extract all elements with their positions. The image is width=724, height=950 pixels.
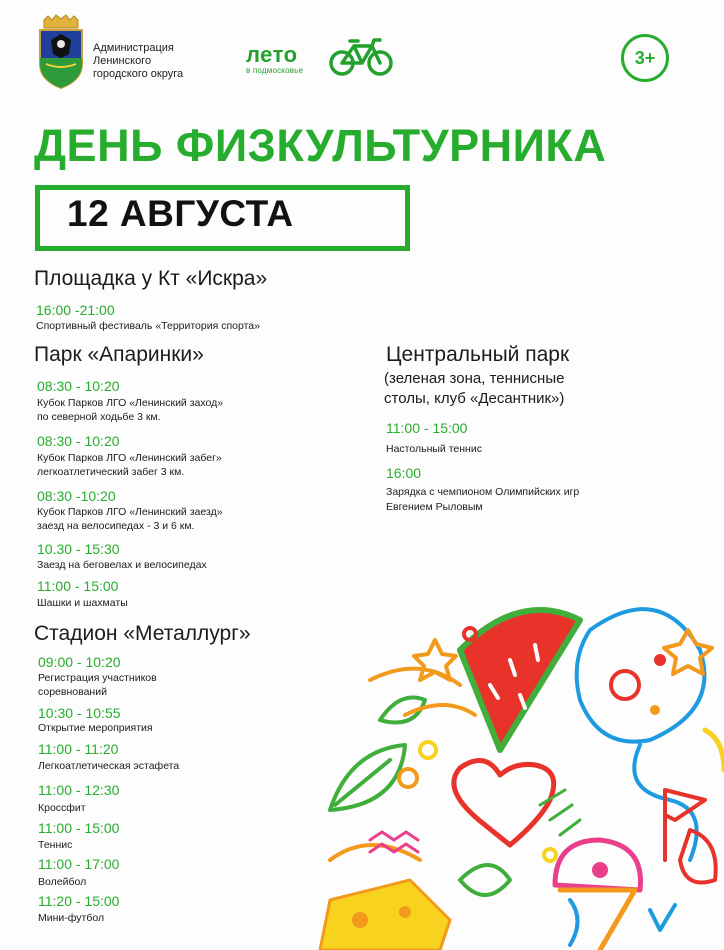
event-time: 11:00 - 15:00 (386, 420, 468, 436)
event-time: 08:30 - 10:20 (37, 378, 120, 394)
event-desc: заезд на велосипедах - 3 и 6 км. (37, 520, 195, 532)
event-desc: Спортивный фестиваль «Территория спорта» (36, 320, 260, 332)
event-time: 11:00 - 12:30 (38, 782, 120, 798)
event-desc: Регистрация участников (38, 672, 157, 684)
event-desc: Евгением Рыловым (386, 501, 483, 513)
admin-name (93, 42, 183, 81)
event-time: 16:00 -21:00 (36, 302, 115, 318)
event-desc: Мини-футбол (38, 912, 105, 924)
venue-title-aparinki: Парк «Апаринки» (34, 343, 204, 366)
event-desc: Настольный теннис (386, 443, 482, 455)
admin-line: городского округа (93, 68, 184, 80)
leaf-icon (330, 745, 405, 810)
venue-title-central: Центральный парк (386, 343, 570, 366)
watermelon-icon (460, 610, 580, 750)
event-date: 12 АВГУСТА (67, 193, 294, 234)
venue-subtitle: (зеленая зона, теннисные (384, 370, 565, 387)
coat-of-arms-icon (36, 14, 86, 92)
event-desc: Открытие мероприятия (38, 722, 153, 734)
cheese-icon (320, 880, 450, 950)
event-desc: Зарядка с чемпионом Олимпийских игр (386, 486, 580, 498)
event-time: 16:00 (386, 465, 422, 481)
event-time: 11:00 - 17:00 (38, 856, 120, 872)
event-time: 11:00 - 11:20 (38, 741, 119, 757)
bicycle-icon (328, 36, 394, 78)
venue-title-iskra: Площадка у Кт «Искра» (34, 267, 268, 290)
event-desc: Кубок Парков ЛГО «Ленинский заход» (37, 397, 224, 409)
event-desc: Кубок Парков ЛГО «Ленинский заезд» (37, 506, 223, 518)
event-time: 09:00 - 10:20 (38, 654, 121, 670)
event-time: 10.30 - 15:30 (37, 541, 120, 557)
page-title: ДЕНЬ ФИЗКУЛЬТУРНИКА (34, 120, 607, 171)
event-desc: по северной ходьбе 3 км. (37, 411, 161, 423)
event-time: 11:20 - 15:00 (38, 893, 120, 909)
event-desc: Кроссфит (38, 802, 86, 814)
venue-subtitle: столы, клуб «Десантник») (384, 390, 565, 407)
event-time: 11:00 - 15:00 (37, 578, 119, 594)
admin-line: Ленинского (93, 55, 152, 67)
event-time: 11:00 - 15:00 (38, 820, 120, 836)
event-time: 08:30 -10:20 (37, 488, 116, 504)
event-desc: Кубок Парков ЛГО «Ленинский забег» (37, 452, 222, 464)
event-desc: Заезд на беговелах и велосипедах (37, 559, 207, 571)
balloon-icon (577, 609, 705, 860)
leto-logo-word: лето (246, 42, 298, 67)
event-desc: Шашки и шахматы (37, 597, 128, 609)
event-desc: легкоатлетический забег 3 км. (37, 466, 185, 478)
leto-logo-sub: в подмосковье (246, 66, 304, 75)
leaf-icon (460, 865, 510, 895)
event-desc: соревнований (38, 686, 107, 698)
event-time: 10:30 - 10:55 (38, 705, 121, 721)
age-rating-badge: 3+ (621, 34, 669, 82)
decorative-illustration (310, 600, 724, 950)
event-time: 08:30 - 10:20 (37, 433, 120, 449)
event-desc: Легкоатлетическая эстафета (38, 760, 180, 772)
venue-title-metallurg: Стадион «Металлург» (34, 622, 251, 645)
event-desc: Теннис (38, 839, 73, 851)
event-desc: Волейбол (38, 876, 87, 888)
ice-cream-icon (555, 840, 641, 950)
admin-line: Администрация (93, 42, 174, 54)
heart-icon (454, 760, 554, 845)
